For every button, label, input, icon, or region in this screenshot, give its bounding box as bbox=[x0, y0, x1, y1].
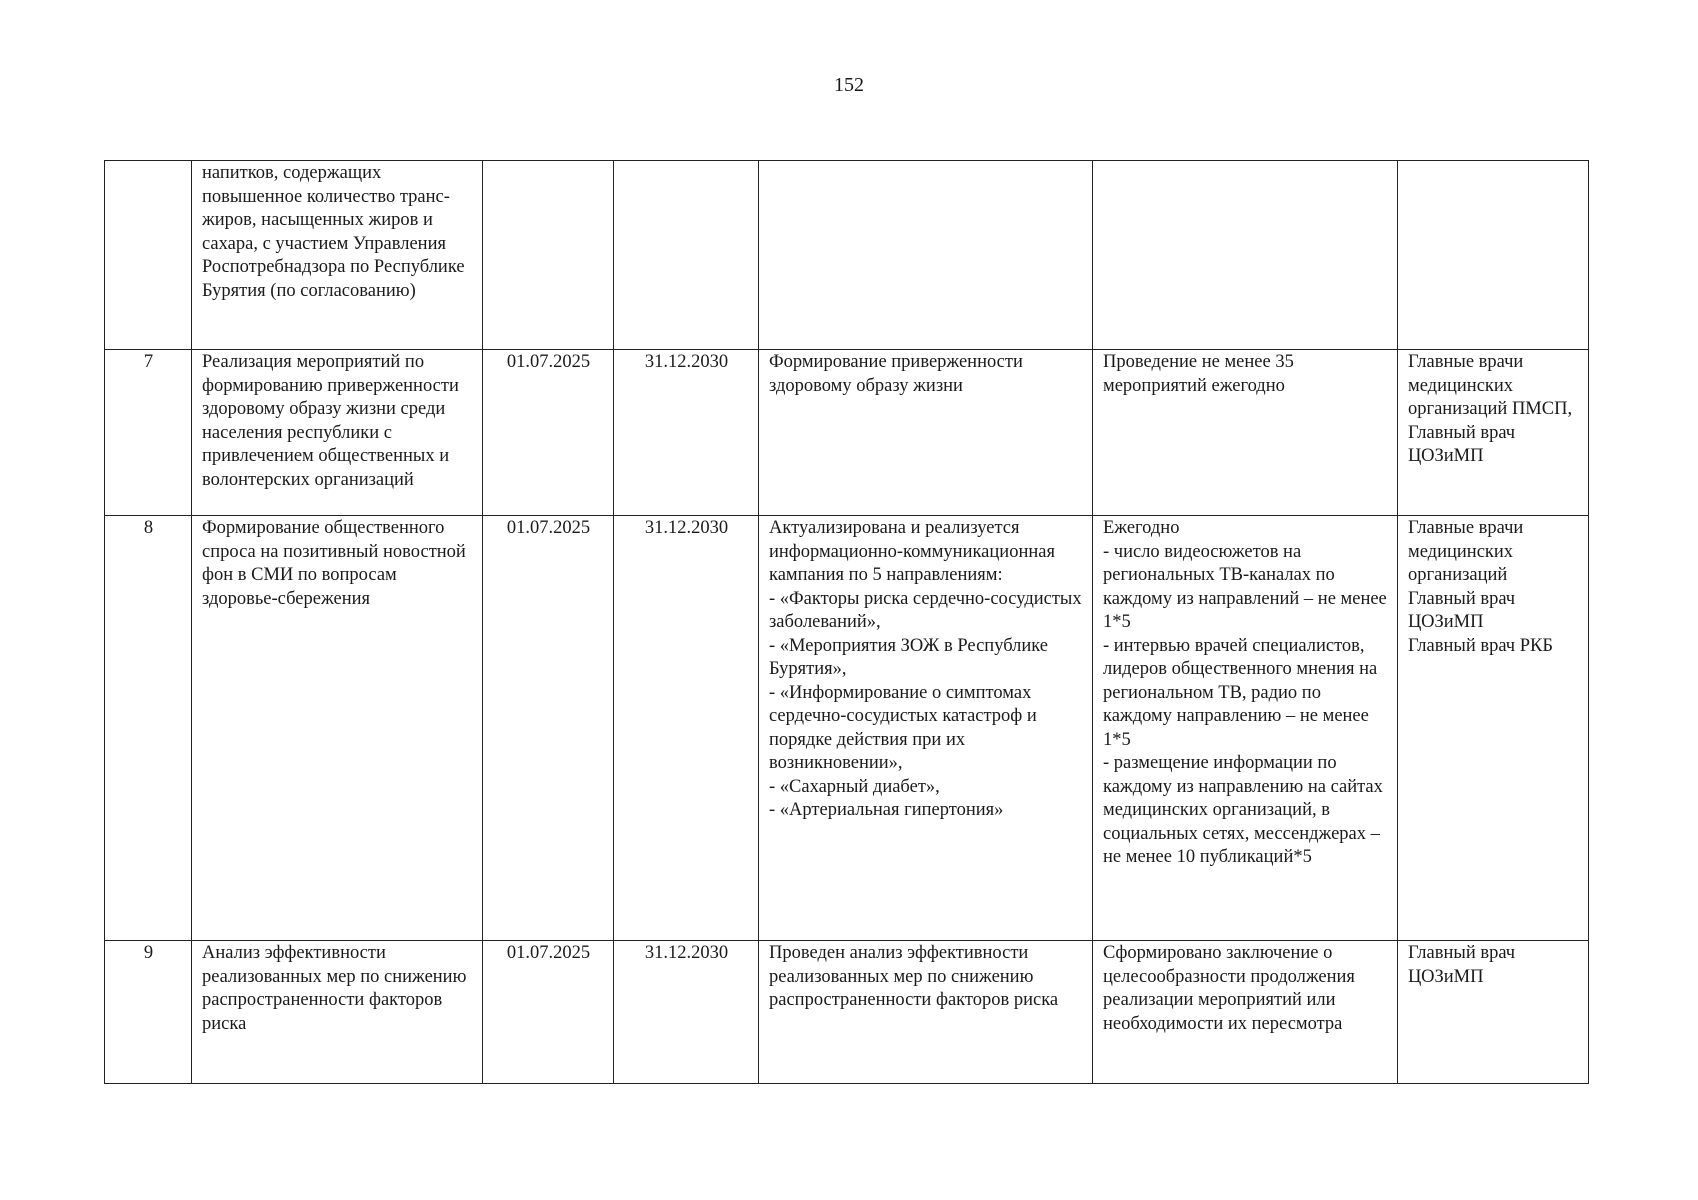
end-date-cell: 31.12.2030 bbox=[614, 941, 759, 1084]
table-row bbox=[105, 161, 1589, 350]
responsible-cell: Главные врачи медицинских организаций Главный врач ЦОЗиМП Главный врач РКБ bbox=[1398, 516, 1589, 941]
indicator-cell: Ежегодно - число видеосюжетов на региональных ТВ-каналах по каждому из направлений – не менее 1*5 - интервью врачей специалистов, лидеров общественного мнения на региональном ТВ, радио по каждому направлению – не менее 1*5 - размещение информации по каждому из направлению на сайтах медицинских организаций, в социальных сетях, мессенджерах – не менее 10 публикаций*5 bbox=[1093, 516, 1398, 941]
start-date-cell: 01.07.2025 bbox=[483, 516, 614, 941]
result-cell: Формирование приверженности здоровому образу жизни bbox=[759, 350, 1093, 516]
end-date-cell: 31.12.2030 bbox=[614, 350, 759, 516]
start-date-cell: 01.07.2025 bbox=[483, 941, 614, 1084]
action-cell: Формирование общественного спроса на позитивный новостной фон в СМИ по вопросам здоровье-сбережения bbox=[192, 516, 483, 941]
end-date-cell: 31.12.2030 bbox=[614, 516, 759, 941]
action-cell: Реализация мероприятий по формированию приверженности здоровому образу жизни среди населения республики с привлечением общественных и волонтерских организаций bbox=[192, 350, 483, 516]
indicator-cell: Сформировано заключение о целесообразности продолжения реализации мероприятий или необходимости их пересмотра bbox=[1093, 941, 1398, 1084]
end-date-cell bbox=[614, 161, 759, 350]
table-row bbox=[105, 516, 1589, 941]
table-row bbox=[105, 941, 1589, 1084]
page-number: 152 bbox=[834, 74, 864, 96]
result-cell bbox=[759, 161, 1093, 350]
start-date-cell bbox=[483, 161, 614, 350]
responsible-cell bbox=[1398, 161, 1589, 350]
responsible-cell: Главный врач ЦОЗиМП bbox=[1398, 941, 1589, 1084]
row-number bbox=[105, 161, 192, 350]
action-cell: напитков, содержащих повышенное количество транс-жиров, насыщенных жиров и сахара, с участием Управления Роспотребнадзора по Республике Бурятия (по согласованию) bbox=[192, 161, 483, 350]
start-date-cell: 01.07.2025 bbox=[483, 350, 614, 516]
indicator-cell: Проведение не менее 35 мероприятий ежегодно bbox=[1093, 350, 1398, 516]
indicator-cell bbox=[1093, 161, 1398, 350]
action-cell: Анализ эффективности реализованных мер по снижению распространенности факторов риска bbox=[192, 941, 483, 1084]
result-cell: Актуализирована и реализуется информационно-коммуникационная кампания по 5 направлениям: - «Факторы риска сердечно-сосудистых заболеваний», - «Мероприятия ЗОЖ в Республике Бурятия», - «Информирование о симптомах сердечно-сосудистых катастроф и порядке действия при их возникновении», - «Сахарный диабет», - «Артериальная гипертония» bbox=[759, 516, 1093, 941]
table-row bbox=[105, 350, 1589, 516]
row-number: 9 bbox=[105, 941, 192, 1084]
responsible-cell: Главные врачи медицинских организаций ПМСП, Главный врач ЦОЗиМП bbox=[1398, 350, 1589, 516]
row-number: 8 bbox=[105, 516, 192, 941]
row-number: 7 bbox=[105, 350, 192, 516]
result-cell: Проведен анализ эффективности реализованных мер по снижению распространенности факторов риска bbox=[759, 941, 1093, 1084]
action-plan-table bbox=[104, 160, 1589, 1084]
